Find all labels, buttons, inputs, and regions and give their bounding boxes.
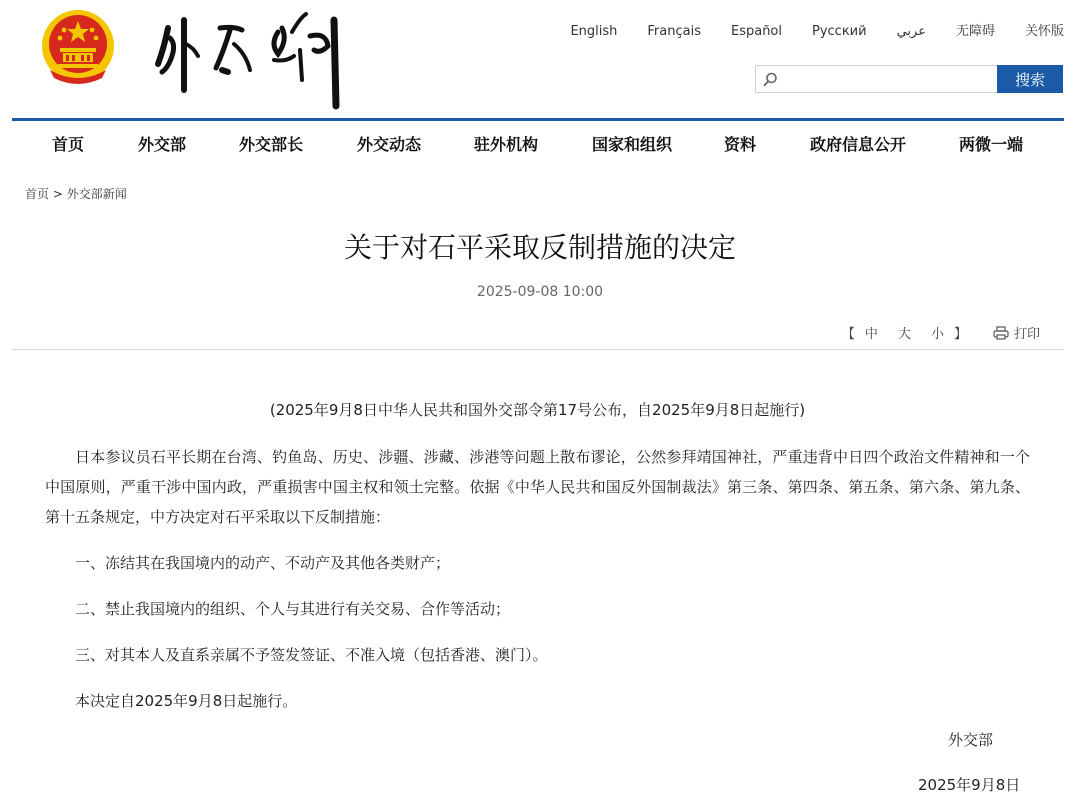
- search-bar: [755, 65, 1063, 93]
- breadcrumb-separator: >: [49, 187, 67, 201]
- lang-arabic-link[interactable]: عربي: [896, 24, 926, 39]
- font-size-medium-button[interactable]: 中: [864, 327, 878, 342]
- article-title: 关于对石平采取反制措施的决定: [343, 231, 736, 264]
- nav-item-resources[interactable]: 资料: [724, 135, 757, 154]
- ministry-calligraphy-logo[interactable]: [150, 10, 355, 110]
- breadcrumb-news-link[interactable]: 外交部新闻: [66, 187, 127, 201]
- lang-spanish-link[interactable]: Español: [730, 24, 782, 39]
- search-button[interactable]: 搜索: [997, 65, 1063, 93]
- article-body: [45, 395, 1030, 732]
- breadcrumb-home-link[interactable]: 首页: [25, 187, 50, 201]
- font-size-bracket-close: 】: [953, 327, 967, 342]
- font-size-bracket-open: 【: [841, 327, 855, 342]
- signature-date: 2025年9月8日: [918, 776, 1021, 794]
- title-divider: [12, 349, 1064, 350]
- nav-item-countries-organizations[interactable]: 国家和组织: [592, 135, 673, 154]
- article-paragraph: 三、对其本人及直系亲属不予签发签证、不准入境（包括香港、澳门）。: [75, 646, 548, 664]
- article-tools: [842, 323, 1040, 342]
- lang-english-link[interactable]: English: [570, 24, 618, 39]
- search-icon: [763, 72, 778, 87]
- print-label: 打印: [1013, 327, 1040, 342]
- site-header: [0, 0, 1080, 118]
- language-menu: [540, 22, 1064, 42]
- nav-item-ministry[interactable]: 外交部: [138, 135, 187, 154]
- article-paragraph: 日本参议员石平长期在台湾、钓鱼岛、历史、涉疆、涉藏、涉港等问题上散布谬论，公然参拜靖国神社，严重违背中日四个政治文件精神和一个中国原则，严重干涉中国内政，严重损害中国主权和领土完整。依据《中华人民共和国反外国制裁法》第三条、第四条、第五条、第六条、第九条、第十五条规定，中方决定对石平采取以下反制措施：: [45, 448, 1030, 526]
- nav-item-missions-abroad[interactable]: 驻外机构: [474, 135, 539, 154]
- article-paragraph: 一、冻结其在我国境内的动产、不动产及其他各类财产；: [75, 554, 451, 572]
- signature-ministry: 外交部: [948, 731, 994, 749]
- nav-item-minister[interactable]: 外交部长: [239, 135, 304, 154]
- article-paragraph: 本决定自2025年9月8日起施行。: [75, 692, 298, 710]
- article-subtitle: (2025年9月8日中华人民共和国外交部令第17号公布，自2025年9月8日起施行): [269, 401, 806, 419]
- breadcrumb: [25, 185, 127, 202]
- search-box: [755, 65, 997, 93]
- elderly-care-version-link[interactable]: 关怀版: [1024, 24, 1064, 39]
- article-date: 2025-09-08 10:00: [476, 284, 604, 300]
- printer-icon: [993, 326, 1009, 340]
- print-button[interactable]: [993, 323, 1040, 342]
- accessibility-link[interactable]: 无障碍: [955, 24, 995, 39]
- article-paragraph: 二、禁止我国境内的组织、个人与其进行有关交易、合作等活动；: [75, 600, 511, 618]
- nav-item-home[interactable]: 首页: [52, 135, 85, 154]
- font-size-small-button[interactable]: 小: [930, 327, 944, 342]
- lang-french-link[interactable]: Français: [647, 24, 701, 39]
- nav-item-gov-info-disclosure[interactable]: 政府信息公开: [810, 135, 907, 154]
- lang-russian-link[interactable]: Русский: [812, 24, 867, 39]
- national-emblem-icon[interactable]: [40, 8, 116, 88]
- main-nav: [0, 121, 1080, 165]
- nav-item-social-media[interactable]: 两微一端: [959, 135, 1024, 154]
- search-input[interactable]: [756, 66, 997, 92]
- font-size-large-button[interactable]: 大: [897, 327, 911, 342]
- nav-item-activities[interactable]: 外交动态: [357, 135, 422, 154]
